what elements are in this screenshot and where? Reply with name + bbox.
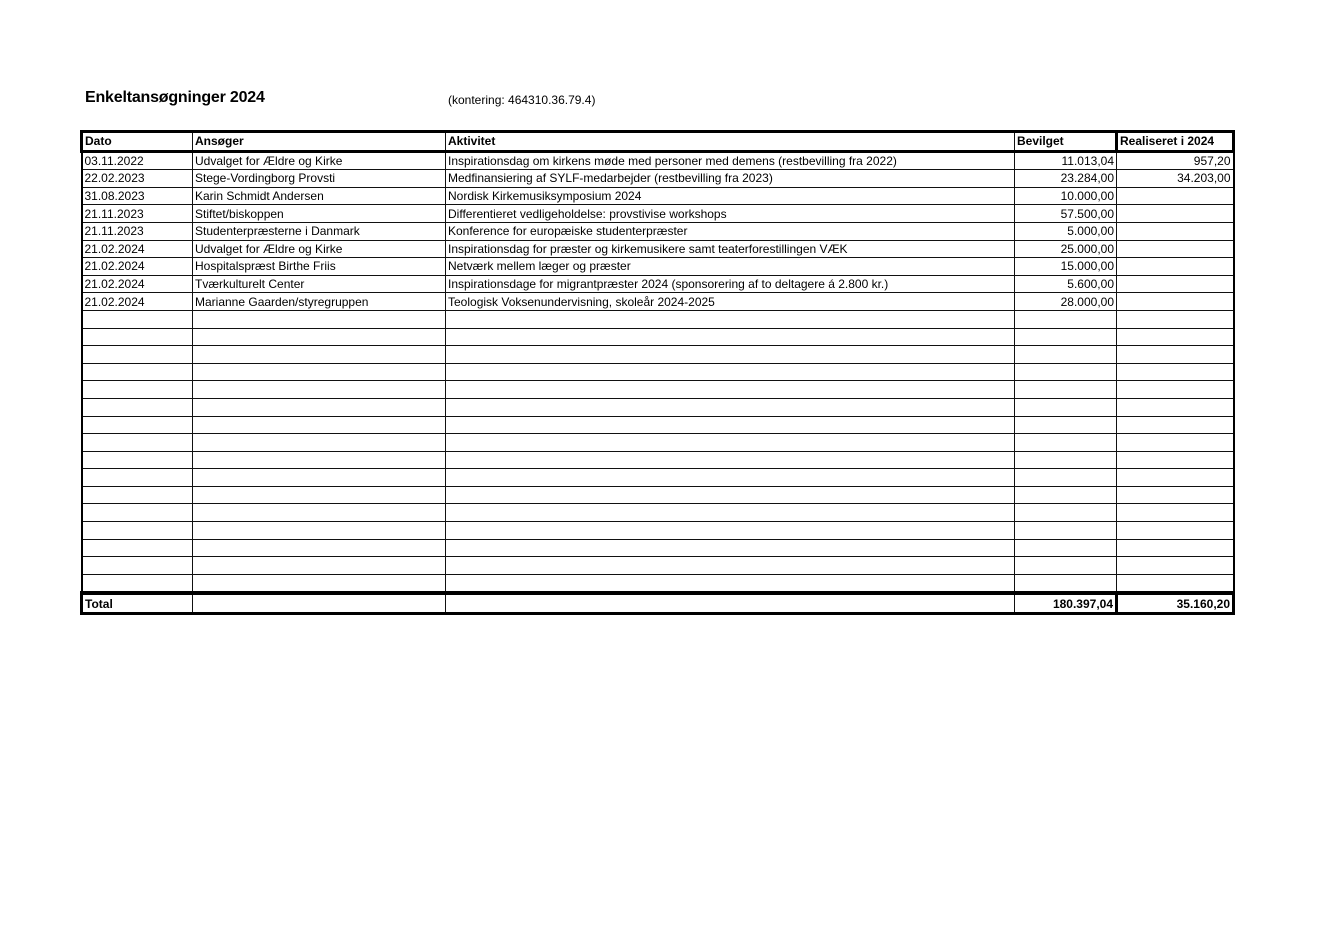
empty-cell [1117,398,1234,416]
empty-cell [1015,504,1117,522]
cell-bevilget: 11.013,04 [1015,151,1117,170]
cell-aktivitet: Konference for europæiske studenterpræster [446,222,1015,240]
cell-bevilget: 23.284,00 [1015,170,1117,188]
cell-dato: 21.02.2024 [82,258,193,276]
empty-cell [1117,328,1234,346]
empty-cell [193,346,446,364]
cell-realiseret: 34.203,00 [1117,170,1234,188]
empty-cell [82,539,193,557]
empty-cell [446,434,1015,452]
cell-aktivitet: Inspirationsdag om kirkens møde med personer med demens (restbevilling fra 2022) [446,151,1015,170]
cell-ansoger: Stege-Vordingborg Provsti [193,170,446,188]
empty-cell [193,381,446,399]
empty-cell [1015,486,1117,504]
cell-ansoger: Studenterpræsterne i Danmark [193,222,446,240]
table-row [82,187,1234,205]
cell-dato: 21.02.2024 [82,275,193,293]
empty-cell [1015,539,1117,557]
empty-cell [193,557,446,575]
cell-dato: 21.11.2023 [82,222,193,240]
empty-cell [193,310,446,328]
table-row [82,222,1234,240]
empty-cell [1015,310,1117,328]
empty-cell [446,486,1015,504]
empty-cell [193,469,446,487]
empty-cell [1015,398,1117,416]
cell-aktivitet: Teologisk Voksenundervisning, skoleår 2024-2025 [446,293,1015,311]
cell-realiseret [1117,240,1234,258]
empty-cell [446,310,1015,328]
cell-dato: 03.11.2022 [82,151,193,170]
empty-cell [1015,557,1117,575]
empty-row [82,363,1234,381]
applications-table [80,130,1235,615]
empty-cell [82,310,193,328]
empty-cell [1015,434,1117,452]
empty-row [82,522,1234,540]
empty-cell [446,416,1015,434]
cell-ansoger: Karin Schmidt Andersen [193,187,446,205]
total-label: Total [82,593,193,613]
cell-realiseret: 957,20 [1117,151,1234,170]
empty-cell [193,434,446,452]
cell-aktivitet: Netværk mellem læger og præster [446,258,1015,276]
table-row [82,293,1234,311]
empty-cell [82,557,193,575]
cell-realiseret [1117,187,1234,205]
empty-cell [1117,486,1234,504]
empty-cell [1117,504,1234,522]
empty-cell [446,328,1015,346]
cell-ansoger: Hospitalspræst Birthe Friis [193,258,446,276]
empty-row [82,557,1234,575]
cell-ansoger: Udvalget for Ældre og Kirke [193,151,446,170]
empty-cell [446,469,1015,487]
cell-dato: 22.02.2023 [82,170,193,188]
empty-cell [82,363,193,381]
empty-cell [82,451,193,469]
cell-bevilget: 57.500,00 [1015,205,1117,223]
empty-cell [82,434,193,452]
cell-bevilget: 25.000,00 [1015,240,1117,258]
empty-cell [1117,363,1234,381]
empty-cell [446,398,1015,416]
empty-row [82,398,1234,416]
empty-cell [193,504,446,522]
empty-cell [193,522,446,540]
header-realiseret: Realiseret i 2024 [1117,132,1234,152]
empty-cell [193,574,446,593]
cell-ansoger: Tværkulturelt Center [193,275,446,293]
cell-realiseret [1117,222,1234,240]
empty-cell [1015,328,1117,346]
empty-cell [193,398,446,416]
cell-aktivitet: Inspirationsdage for migrantpræster 2024 (sponsorering af to deltagere á 2.800 kr.) [446,275,1015,293]
cell-ansoger: Marianne Gaarden/styregruppen [193,293,446,311]
empty-row [82,539,1234,557]
cell-bevilget: 5.000,00 [1015,222,1117,240]
empty-row [82,328,1234,346]
cell-aktivitet: Inspirationsdag for præster og kirkemusikere samt teaterforestillingen VÆK [446,240,1015,258]
empty-cell [1117,469,1234,487]
empty-cell [193,486,446,504]
header-bevilget: Bevilget [1015,132,1117,152]
empty-row [82,416,1234,434]
empty-row [82,381,1234,399]
empty-row [82,469,1234,487]
empty-cell [1117,451,1234,469]
cell-bevilget: 28.000,00 [1015,293,1117,311]
empty-cell [1117,381,1234,399]
table-row [82,275,1234,293]
total-empty-ansoger [193,593,446,613]
header-ansoger: Ansøger [193,132,446,152]
empty-cell [82,328,193,346]
cell-realiseret [1117,258,1234,276]
empty-cell [82,574,193,593]
empty-cell [1117,539,1234,557]
empty-row [82,451,1234,469]
table-row [82,258,1234,276]
empty-cell [446,574,1015,593]
total-row [82,593,1234,613]
empty-cell [446,504,1015,522]
empty-cell [1015,469,1117,487]
empty-cell [193,363,446,381]
header-dato: Dato [82,132,193,152]
empty-cell [1117,416,1234,434]
empty-cell [1117,310,1234,328]
empty-cell [193,451,446,469]
empty-cell [1015,522,1117,540]
empty-cell [1015,574,1117,593]
header-row [82,132,1234,152]
empty-cell [1015,346,1117,364]
cell-ansoger: Stiftet/biskoppen [193,205,446,223]
empty-cell [82,522,193,540]
cell-bevilget: 15.000,00 [1015,258,1117,276]
empty-cell [82,504,193,522]
total-bevilget: 180.397,04 [1015,593,1117,613]
empty-cell [193,539,446,557]
empty-row [82,574,1234,593]
cell-aktivitet: Nordisk Kirkemusiksymposium 2024 [446,187,1015,205]
document-title: Enkeltansøgninger 2024 [85,89,265,106]
cell-aktivitet: Medfinansiering af SYLF-medarbejder (restbevilling fra 2023) [446,170,1015,188]
total-realiseret: 35.160,20 [1117,593,1234,613]
empty-row [82,346,1234,364]
empty-cell [446,363,1015,381]
empty-cell [1117,346,1234,364]
cell-ansoger: Udvalget for Ældre og Kirke [193,240,446,258]
empty-row [82,486,1234,504]
empty-cell [446,522,1015,540]
empty-cell [1015,416,1117,434]
empty-cell [1015,381,1117,399]
empty-cell [1117,557,1234,575]
total-empty-aktivitet [446,593,1015,613]
empty-cell [82,381,193,399]
empty-cell [82,398,193,416]
empty-row [82,504,1234,522]
cell-dato: 31.08.2023 [82,187,193,205]
kontering-note: (kontering: 464310.36.79.4) [448,93,596,107]
table-row [82,240,1234,258]
table-row [82,170,1234,188]
empty-cell [446,346,1015,364]
cell-dato: 21.11.2023 [82,205,193,223]
empty-cell [446,557,1015,575]
empty-cell [193,328,446,346]
empty-cell [82,486,193,504]
table-row [82,205,1234,223]
empty-cell [82,416,193,434]
cell-bevilget: 10.000,00 [1015,187,1117,205]
empty-cell [446,539,1015,557]
cell-dato: 21.02.2024 [82,293,193,311]
cell-realiseret [1117,275,1234,293]
empty-cell [446,451,1015,469]
empty-row [82,434,1234,452]
empty-cell [1117,574,1234,593]
empty-cell [446,381,1015,399]
cell-realiseret [1117,205,1234,223]
empty-cell [82,469,193,487]
empty-cell [1117,522,1234,540]
empty-cell [1117,434,1234,452]
empty-row [82,310,1234,328]
empty-cell [82,346,193,364]
header-aktivitet: Aktivitet [446,132,1015,152]
cell-dato: 21.02.2024 [82,240,193,258]
cell-realiseret [1117,293,1234,311]
empty-cell [1015,451,1117,469]
cell-bevilget: 5.600,00 [1015,275,1117,293]
table-row [82,151,1234,170]
empty-cell [193,416,446,434]
empty-cell [1015,363,1117,381]
cell-aktivitet: Differentieret vedligeholdelse: provstivise workshops [446,205,1015,223]
